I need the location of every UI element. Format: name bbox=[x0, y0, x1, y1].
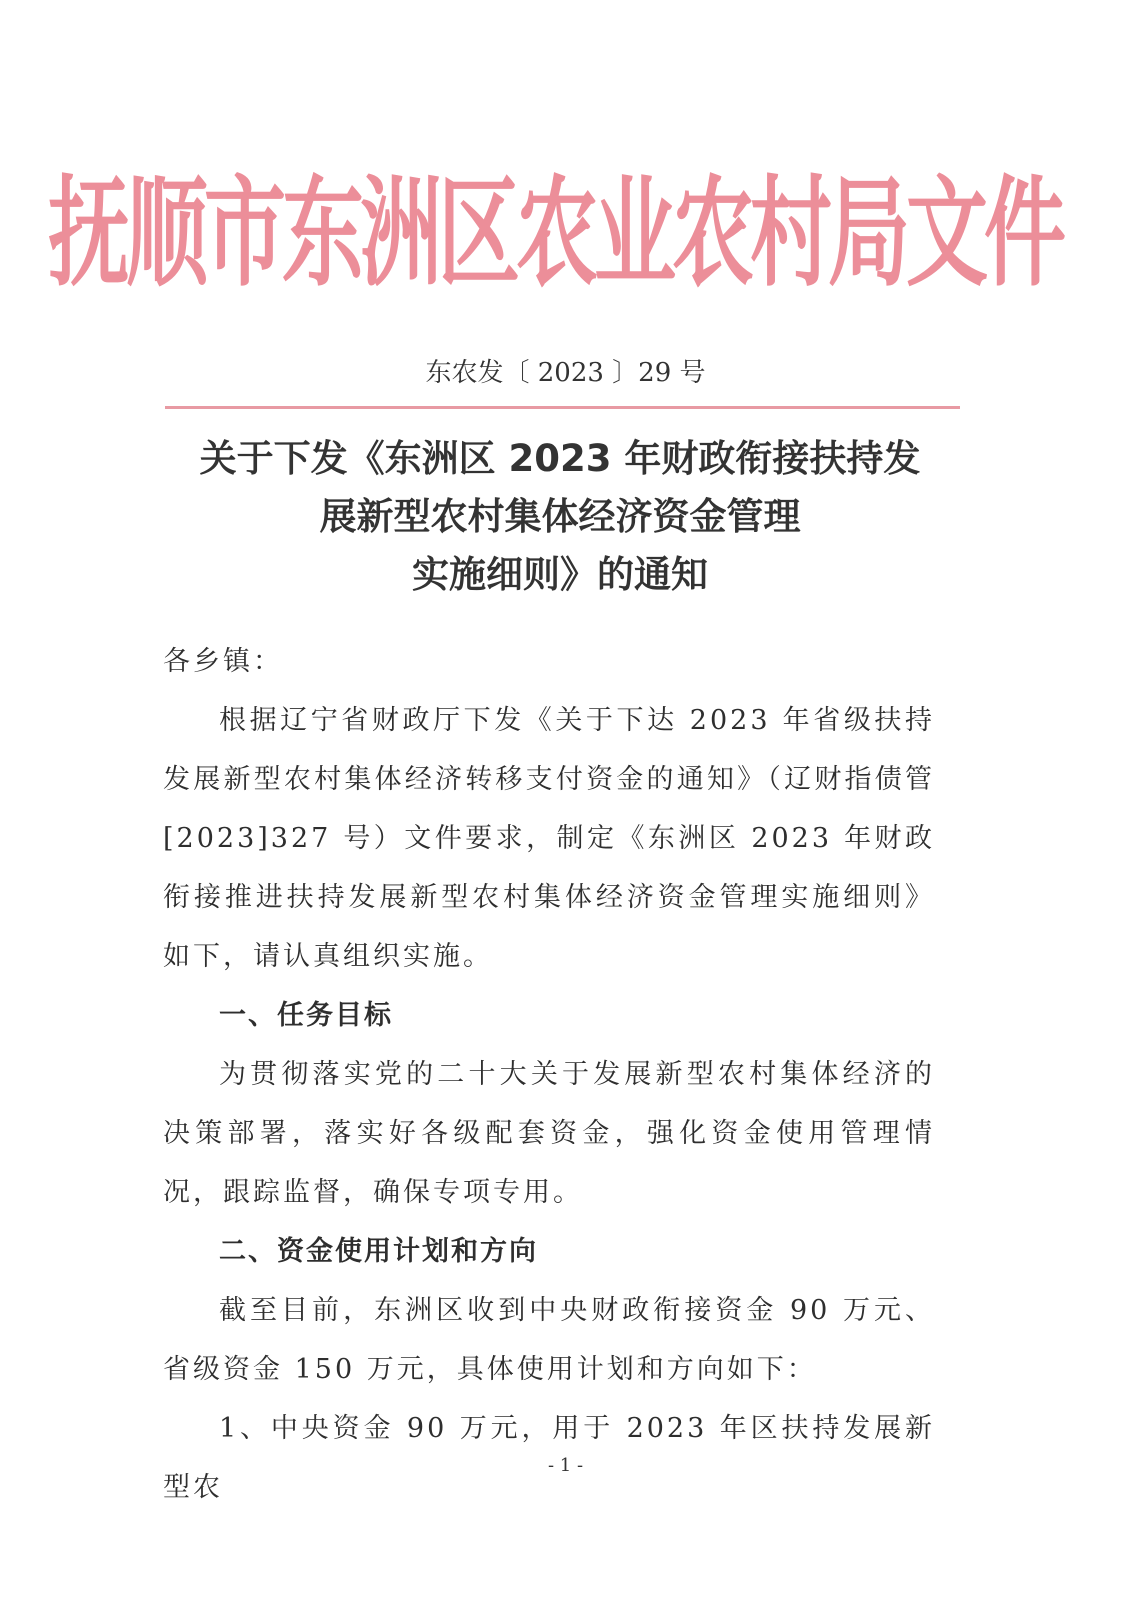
red-divider-line bbox=[165, 406, 960, 409]
paragraph-basis: 根据辽宁省财政厅下发《关于下达 2023 年省级扶持发展新型农村集体经济转移支付资金的通知》（辽财指债管[2023]327 号）文件要求，制定《东洲区 2023 年财政衔接推进扶持发展新型农村集体经济资金管理实施细则》如下，请认真组织实施。 bbox=[163, 705, 935, 972]
notice-title bbox=[160, 430, 960, 604]
salutation: 各乡镇： bbox=[163, 646, 283, 677]
title-line-1: 关于下发《东洲区 2023 年财政衔接扶持发 bbox=[199, 437, 921, 480]
page-number: - 1 - bbox=[547, 1455, 584, 1476]
section-heading-goals: 一、任务目标 bbox=[219, 1000, 393, 1031]
paragraph-goals: 为贯彻落实党的二十大关于发展新型农村集体经济的决策部署，落实好各级配套资金，强化资金使用管理情况，跟踪监督，确保专项专用。 bbox=[163, 1059, 935, 1208]
title-line-2: 展新型农村集体经济资金管理 bbox=[319, 495, 801, 538]
masthead-title: 抚顺市东洲区农业农村局文件 bbox=[48, 164, 1063, 303]
document-body bbox=[163, 632, 935, 1517]
paragraph-central-funds: 1、中央资金 90 万元，用于 2023 年区扶持发展新型农 bbox=[163, 1413, 935, 1503]
document-number: 东农发〔 2023 〕29 号 bbox=[425, 358, 706, 388]
section-heading-funds: 二、资金使用计划和方向 bbox=[219, 1236, 538, 1267]
paragraph-funds: 截至目前，东洲区收到中央财政衔接资金 90 万元、省级资金 150 万元，具体使用计划和方向如下： bbox=[163, 1295, 935, 1385]
title-line-3: 实施细则》的通知 bbox=[412, 553, 708, 596]
